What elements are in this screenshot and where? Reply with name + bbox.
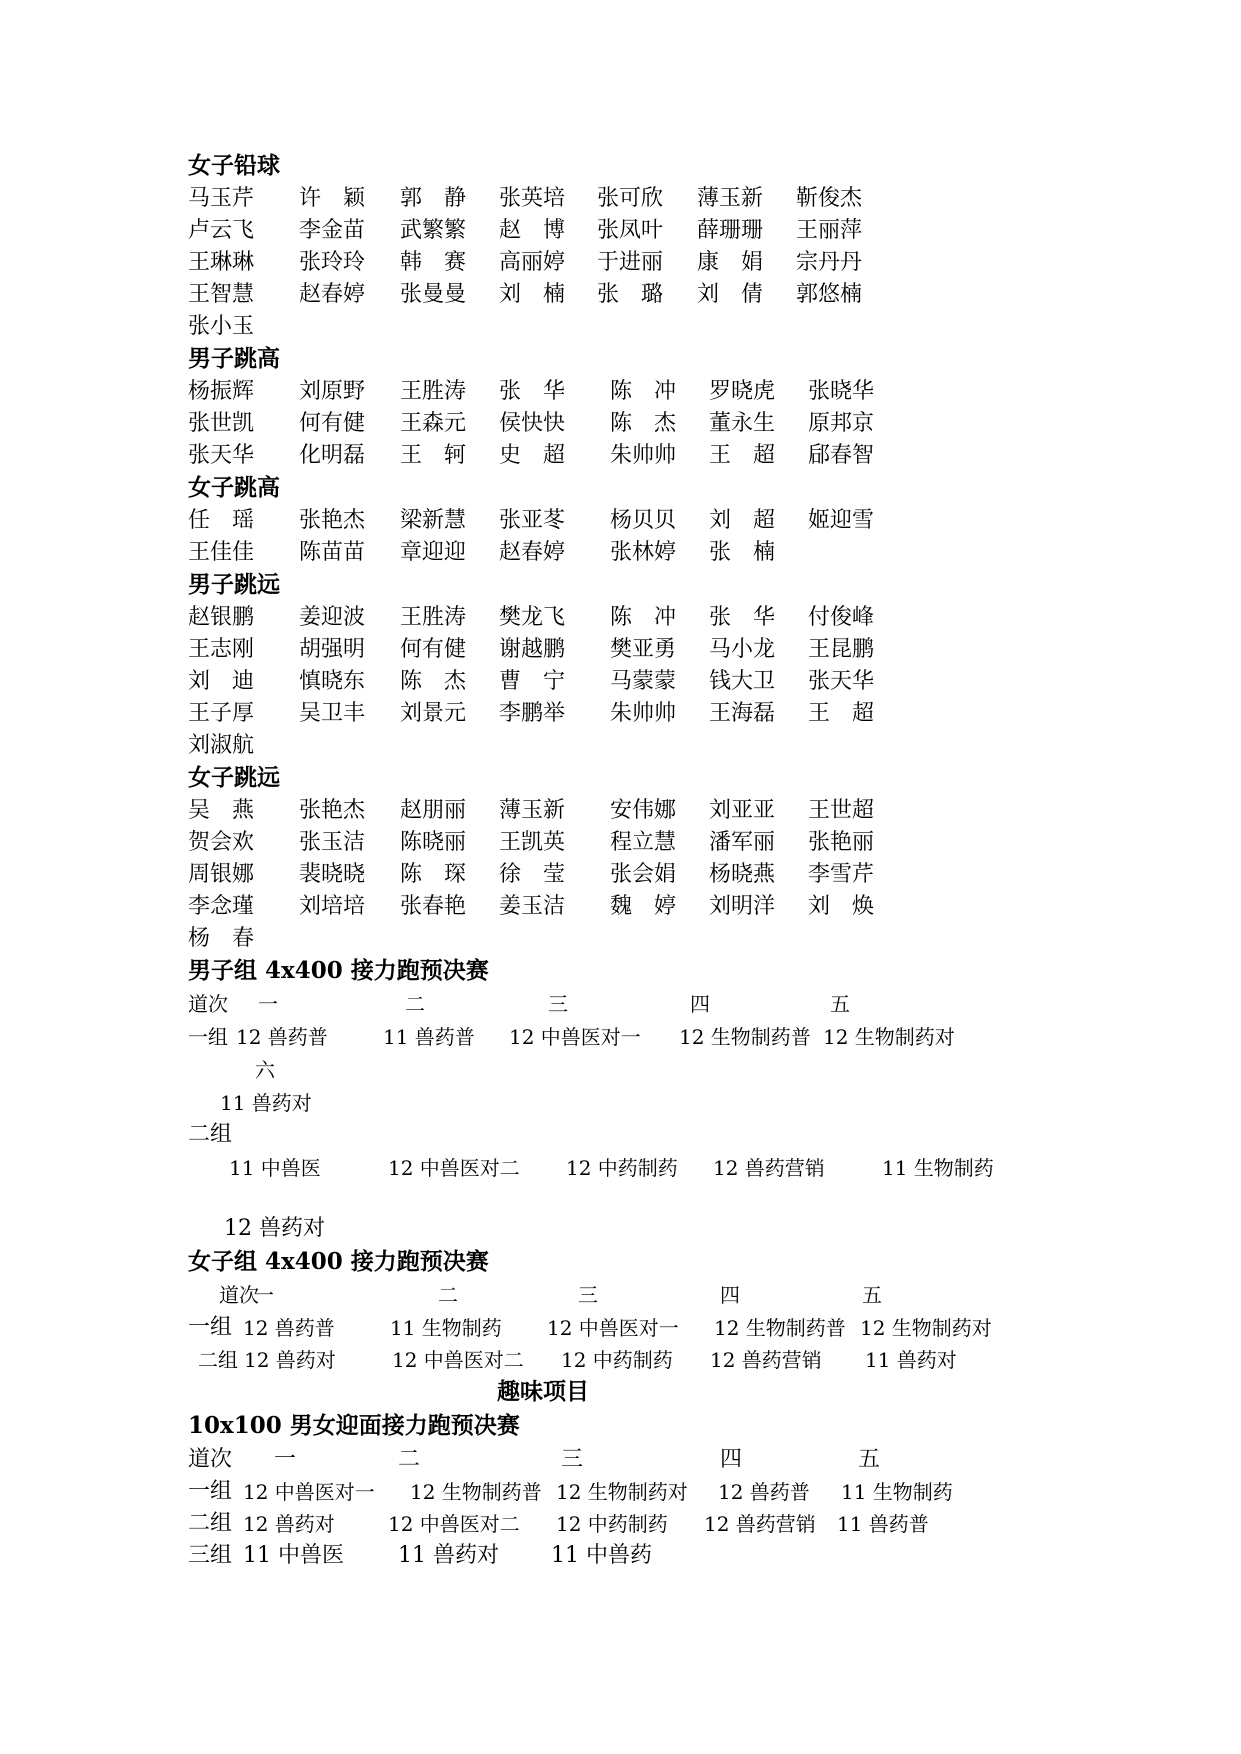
lane-number: 二 bbox=[438, 1283, 458, 1307]
athlete-name: 樊亚勇 bbox=[610, 637, 677, 662]
team-entry: 12 兽药营销 bbox=[710, 1348, 822, 1372]
athlete-name: 张英培 bbox=[499, 186, 566, 211]
group-label: 二组 bbox=[188, 1511, 233, 1536]
athlete-name: 李念瑾 bbox=[188, 894, 255, 919]
athlete-name: 杨振辉 bbox=[188, 379, 255, 404]
athlete-name: 张艳杰 bbox=[299, 798, 366, 823]
athlete-name: 高丽婷 bbox=[499, 250, 566, 275]
team-entry: 11 生物制药 bbox=[841, 1480, 953, 1504]
athlete-name: 刘景元 bbox=[400, 701, 467, 726]
athlete-name: 陈苗苗 bbox=[299, 540, 366, 565]
athlete-name: 任 瑶 bbox=[188, 508, 255, 533]
athlete-name: 王佳佳 bbox=[188, 540, 255, 565]
athlete-name: 姬迎雪 bbox=[808, 508, 875, 533]
athlete-name: 薄玉新 bbox=[499, 798, 566, 823]
athlete-name: 张 华 bbox=[499, 379, 566, 404]
team-entry: 12 兽药对 bbox=[224, 1216, 325, 1241]
athlete-name: 刘 焕 bbox=[808, 894, 875, 919]
team-entry: 11 兽药对 bbox=[220, 1091, 312, 1115]
athlete-name: 何有健 bbox=[400, 637, 467, 662]
lane-number: 二 bbox=[405, 992, 425, 1016]
athlete-name: 刘 超 bbox=[709, 508, 776, 533]
athlete-name: 刘淑航 bbox=[188, 733, 255, 758]
athlete-name: 张会娟 bbox=[610, 862, 677, 887]
lane-number: 三 bbox=[578, 1283, 598, 1307]
athlete-name: 罗晓虎 bbox=[709, 379, 776, 404]
athlete-name: 赵银鹏 bbox=[188, 605, 255, 630]
athlete-name: 韩 赛 bbox=[400, 250, 467, 275]
team-entry: 12 中兽医对一 bbox=[509, 1025, 641, 1049]
group-label: 一组 bbox=[188, 1025, 228, 1049]
team-entry: 12 兽药普 bbox=[236, 1025, 328, 1049]
athlete-name: 刘明洋 bbox=[709, 894, 776, 919]
team-entry: 11 中兽药 bbox=[551, 1543, 652, 1568]
team-entry: 12 兽药普 bbox=[718, 1480, 810, 1504]
athlete-name: 靳俊杰 bbox=[796, 186, 863, 211]
athlete-name: 钱大卫 bbox=[709, 669, 776, 694]
athlete-name: 赵朋丽 bbox=[400, 798, 467, 823]
athlete-name: 原邦京 bbox=[808, 411, 875, 436]
team-entry: 12 兽药营销 bbox=[713, 1156, 825, 1180]
lane-number: 二 bbox=[398, 1447, 421, 1472]
athlete-name: 李鹏举 bbox=[499, 701, 566, 726]
athlete-name: 张小玉 bbox=[188, 314, 255, 339]
lane-number: 四 bbox=[720, 1447, 743, 1472]
athlete-name: 刘原野 bbox=[299, 379, 366, 404]
athlete-name: 姜玉洁 bbox=[499, 894, 566, 919]
athlete-name: 王胜涛 bbox=[400, 379, 467, 404]
athlete-name: 郭悠楠 bbox=[796, 282, 863, 307]
team-entry: 11 兽药对 bbox=[398, 1543, 499, 1568]
team-entry: 11 生物制药 bbox=[882, 1156, 994, 1180]
athlete-name: 张世凯 bbox=[188, 411, 255, 436]
team-entry: 12 生物制药对 bbox=[556, 1480, 688, 1504]
lane-number: 四 bbox=[690, 992, 710, 1016]
lane-number: 四 bbox=[720, 1283, 740, 1307]
athlete-name: 姜迎波 bbox=[299, 605, 366, 630]
athlete-name: 裴晓晓 bbox=[299, 862, 366, 887]
athlete-name: 董永生 bbox=[709, 411, 776, 436]
athlete-name: 章迎迎 bbox=[400, 540, 467, 565]
athlete-name: 李雪芹 bbox=[808, 862, 875, 887]
athlete-name: 陈 琛 bbox=[400, 862, 467, 887]
athlete-name: 杨 春 bbox=[188, 926, 255, 951]
team-entry: 12 兽药营销 bbox=[704, 1512, 816, 1536]
athlete-name: 贺会欢 bbox=[188, 830, 255, 855]
athlete-name: 张凤叶 bbox=[597, 218, 664, 243]
athlete-name: 王森元 bbox=[400, 411, 467, 436]
lane-number: 五 bbox=[862, 1283, 882, 1307]
section-title-men-highjump: 男子跳高 bbox=[188, 345, 280, 372]
section-title-women-longjump: 女子跳远 bbox=[188, 764, 280, 791]
section-title-women-highjump: 女子跳高 bbox=[188, 474, 280, 501]
athlete-name: 张玲玲 bbox=[299, 250, 366, 275]
team-entry: 12 中药制药 bbox=[566, 1156, 678, 1180]
relay-men-title: 男子组 4x400 接力跑预决赛 bbox=[188, 957, 489, 984]
athlete-name: 王世超 bbox=[808, 798, 875, 823]
athlete-name: 薄玉新 bbox=[697, 186, 764, 211]
athlete-name: 张亚苳 bbox=[499, 508, 566, 533]
athlete-name: 胡强明 bbox=[299, 637, 366, 662]
athlete-name: 王智慧 bbox=[188, 282, 255, 307]
team-entry: 12 中兽医对二 bbox=[388, 1512, 520, 1536]
athlete-name: 潘军丽 bbox=[709, 830, 776, 855]
team-entry: 12 生物制药对 bbox=[860, 1316, 992, 1340]
lane-number: 一 bbox=[274, 1447, 297, 1472]
athlete-name: 刘培培 bbox=[299, 894, 366, 919]
athlete-name: 张 璐 bbox=[597, 282, 664, 307]
athlete-name: 张 楠 bbox=[709, 540, 776, 565]
athlete-name: 张春艳 bbox=[400, 894, 467, 919]
athlete-name: 徐 莹 bbox=[499, 862, 566, 887]
team-entry: 12 生物制药对 bbox=[823, 1025, 955, 1049]
team-entry: 12 兽药对 bbox=[244, 1348, 336, 1372]
fun-events-title: 趣味项目 bbox=[497, 1378, 589, 1405]
athlete-name: 刘 楠 bbox=[499, 282, 566, 307]
athlete-name: 何有健 bbox=[299, 411, 366, 436]
athlete-name: 张晓华 bbox=[808, 379, 875, 404]
athlete-name: 杨贝贝 bbox=[610, 508, 677, 533]
team-entry: 12 生物制药普 bbox=[410, 1480, 542, 1504]
athlete-name: 郭 静 bbox=[400, 186, 467, 211]
team-entry: 12 中兽医对二 bbox=[392, 1348, 524, 1372]
athlete-name: 陈 杰 bbox=[610, 411, 677, 436]
section-title-men-longjump: 男子跳远 bbox=[188, 571, 280, 598]
group-label: 二组 bbox=[198, 1348, 238, 1372]
athlete-name: 慎晓东 bbox=[299, 669, 366, 694]
group-label: 二组 bbox=[188, 1122, 233, 1147]
athlete-name: 张艳丽 bbox=[808, 830, 875, 855]
athlete-name: 郈春智 bbox=[808, 443, 875, 468]
lane-number: 五 bbox=[830, 992, 850, 1016]
lane-number: 三 bbox=[561, 1447, 584, 1472]
athlete-name: 曹 宁 bbox=[499, 669, 566, 694]
fun-event-title: 10x100 男女迎面接力跑预决赛 bbox=[188, 1412, 520, 1439]
athlete-name: 陈 杰 bbox=[400, 669, 467, 694]
team-entry: 11 中兽医 bbox=[229, 1156, 321, 1180]
team-entry: 11 生物制药 bbox=[390, 1316, 502, 1340]
athlete-name: 朱帅帅 bbox=[610, 443, 677, 468]
athlete-name: 王胜涛 bbox=[400, 605, 467, 630]
lane-number: 一 bbox=[254, 1283, 274, 1307]
team-entry: 11 中兽医 bbox=[243, 1543, 344, 1568]
athlete-name: 陈 冲 bbox=[610, 379, 677, 404]
athlete-name: 刘亚亚 bbox=[709, 798, 776, 823]
athlete-name: 化明磊 bbox=[299, 443, 366, 468]
athlete-name: 赵春婷 bbox=[499, 540, 566, 565]
athlete-name: 周银娜 bbox=[188, 862, 255, 887]
section-title-women-shotput: 女子铅球 bbox=[188, 152, 280, 179]
athlete-name: 张玉洁 bbox=[299, 830, 366, 855]
athlete-name: 魏 婷 bbox=[610, 894, 677, 919]
athlete-name: 马小龙 bbox=[709, 637, 776, 662]
team-entry: 12 中药制药 bbox=[556, 1512, 668, 1536]
lane-number: 六 bbox=[255, 1058, 275, 1082]
lane-number: 一 bbox=[258, 992, 278, 1016]
athlete-name: 侯快快 bbox=[499, 411, 566, 436]
athlete-name: 吴卫丰 bbox=[299, 701, 366, 726]
athlete-name: 王子厚 bbox=[188, 701, 255, 726]
athlete-name: 张林婷 bbox=[610, 540, 677, 565]
group-label: 一组 bbox=[188, 1479, 233, 1504]
lane-label: 道次 bbox=[188, 992, 228, 1016]
athlete-name: 王凯英 bbox=[499, 830, 566, 855]
athlete-name: 张艳杰 bbox=[299, 508, 366, 533]
athlete-name: 康 娟 bbox=[697, 250, 764, 275]
athlete-name: 朱帅帅 bbox=[610, 701, 677, 726]
team-entry: 12 中兽医对一 bbox=[243, 1480, 375, 1504]
athlete-name: 于进丽 bbox=[597, 250, 664, 275]
team-entry: 12 生物制药普 bbox=[714, 1316, 846, 1340]
athlete-name: 马蒙蒙 bbox=[610, 669, 677, 694]
athlete-name: 史 超 bbox=[499, 443, 566, 468]
athlete-name: 王 超 bbox=[709, 443, 776, 468]
group-label: 一组 bbox=[188, 1315, 233, 1340]
team-entry: 11 兽药普 bbox=[837, 1512, 929, 1536]
athlete-name: 陈晓丽 bbox=[400, 830, 467, 855]
lane-label: 道次 bbox=[188, 1447, 233, 1472]
athlete-name: 王志刚 bbox=[188, 637, 255, 662]
group-label: 三组 bbox=[188, 1543, 233, 1568]
athlete-name: 薛珊珊 bbox=[697, 218, 764, 243]
athlete-name: 王 轲 bbox=[400, 443, 467, 468]
athlete-name: 卢云飞 bbox=[188, 218, 255, 243]
team-entry: 11 兽药普 bbox=[383, 1025, 475, 1049]
athlete-name: 王海磊 bbox=[709, 701, 776, 726]
athlete-name: 张天华 bbox=[808, 669, 875, 694]
lane-number: 五 bbox=[858, 1447, 881, 1472]
athlete-name: 宗丹丹 bbox=[796, 250, 863, 275]
athlete-name: 吴 燕 bbox=[188, 798, 255, 823]
athlete-name: 王琳琳 bbox=[188, 250, 255, 275]
athlete-name: 王丽萍 bbox=[796, 218, 863, 243]
athlete-name: 赵 博 bbox=[499, 218, 566, 243]
athlete-name: 李金苗 bbox=[299, 218, 366, 243]
athlete-name: 许 颖 bbox=[299, 186, 366, 211]
athlete-name: 张 华 bbox=[709, 605, 776, 630]
team-entry: 12 兽药普 bbox=[243, 1316, 335, 1340]
athlete-name: 刘 迪 bbox=[188, 669, 255, 694]
relay-women-title: 女子组 4x400 接力跑预决赛 bbox=[188, 1248, 489, 1275]
team-entry: 12 生物制药普 bbox=[679, 1025, 811, 1049]
athlete-name: 武繁繁 bbox=[400, 218, 467, 243]
athlete-name: 王昆鹏 bbox=[808, 637, 875, 662]
athlete-name: 张天华 bbox=[188, 443, 255, 468]
team-entry: 12 中兽医对二 bbox=[388, 1156, 520, 1180]
athlete-name: 樊龙飞 bbox=[499, 605, 566, 630]
athlete-name: 刘 倩 bbox=[697, 282, 764, 307]
team-entry: 12 中兽医对一 bbox=[547, 1316, 679, 1340]
team-entry: 12 兽药对 bbox=[243, 1512, 335, 1536]
athlete-name: 梁新慧 bbox=[400, 508, 467, 533]
athlete-name: 马玉芹 bbox=[188, 186, 255, 211]
lane-number: 三 bbox=[548, 992, 568, 1016]
athlete-name: 陈 冲 bbox=[610, 605, 677, 630]
athlete-name: 付俊峰 bbox=[808, 605, 875, 630]
athlete-name: 安伟娜 bbox=[610, 798, 677, 823]
athlete-name: 王 超 bbox=[808, 701, 875, 726]
team-entry: 12 中药制药 bbox=[561, 1348, 673, 1372]
athlete-name: 程立慧 bbox=[610, 830, 677, 855]
athlete-name: 张曼曼 bbox=[400, 282, 467, 307]
lane-label: 道次 bbox=[219, 1283, 259, 1307]
team-entry: 11 兽药对 bbox=[865, 1348, 957, 1372]
athlete-name: 谢越鹏 bbox=[499, 637, 566, 662]
athlete-name: 杨晓燕 bbox=[709, 862, 776, 887]
athlete-name: 张可欣 bbox=[597, 186, 664, 211]
athlete-name: 赵春婷 bbox=[299, 282, 366, 307]
